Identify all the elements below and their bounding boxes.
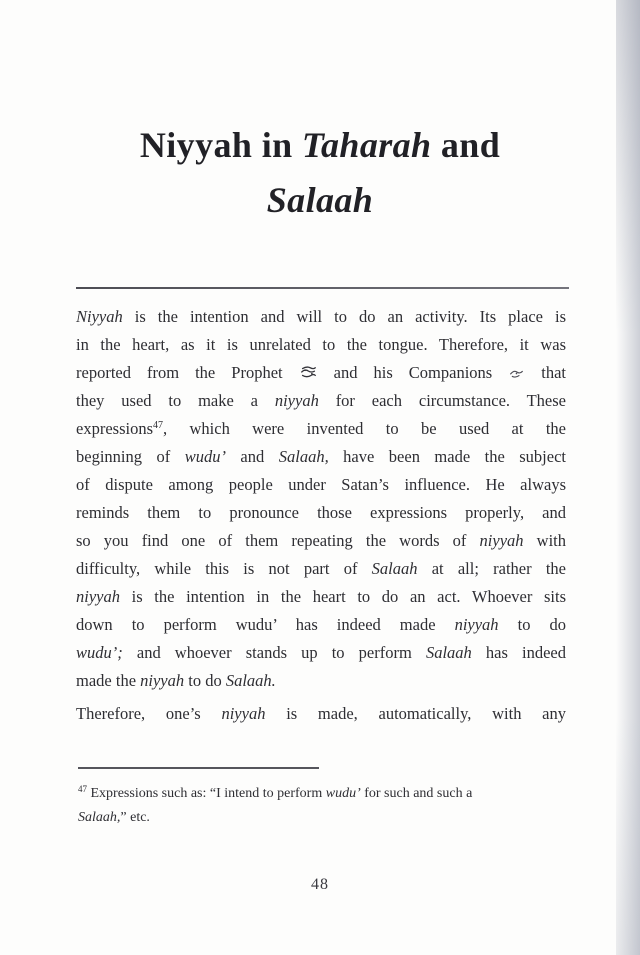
body-line: expressions$^{47}$, which were invented to be used at the <box>76 419 566 438</box>
body-line: in the heart, as it is unrelated to the tongue. Therefore, it was <box>76 335 566 354</box>
body-line: they used to make a niyyah for each circumstance. These <box>76 391 566 410</box>
footnote-line: Salaah,” etc. <box>78 810 150 825</box>
companions-honorific-icon <box>509 368 524 379</box>
page-number: 48 <box>311 876 329 893</box>
body-line: reported from the Prophet and his Companions that <box>76 363 567 382</box>
prophet-honorific-icon <box>300 365 317 379</box>
body-line: so you find one of them repeating the words of niyyah with <box>76 531 566 550</box>
chapter-title-line: Niyyah in Taharah and <box>139 125 501 165</box>
chapter-title-line: Salaah <box>266 180 374 220</box>
footnote-47 <box>78 782 568 830</box>
paragraph-1 <box>76 303 566 695</box>
chapter-title <box>0 118 640 228</box>
title-divider-rule <box>76 287 569 289</box>
body-line: difficulty, while this is not part of Salaah at all; rather the <box>76 559 566 578</box>
body-line: made the niyyah to do Salaah. <box>76 671 276 690</box>
body-line: reminds them to pronounce those expressions properly, and <box>76 503 566 522</box>
footnote-divider-rule <box>78 767 319 769</box>
body-line: beginning of wudu’ and Salaah, have been made the subject <box>76 447 567 466</box>
paragraph-2 <box>76 700 566 728</box>
footnote-line: $^{47}$ Expressions such as: “I intend to perform wudu’ for such and such a <box>78 784 473 801</box>
body-line: niyyah is the intention in the heart to do an act. Whoever sits <box>76 587 566 606</box>
body-line: down to perform wudu’ has indeed made niyyah to do <box>76 615 566 634</box>
body-line: wudu’; and whoever stands up to perform Salaah has indeed <box>76 643 566 662</box>
body-line: Therefore, one’s niyyah is made, automatically, with any <box>76 704 566 723</box>
body-line: of dispute among people under Satan’s influence. He always <box>76 475 566 494</box>
body-line: Niyyah is the intention and will to do an activity. Its place is <box>76 307 566 326</box>
